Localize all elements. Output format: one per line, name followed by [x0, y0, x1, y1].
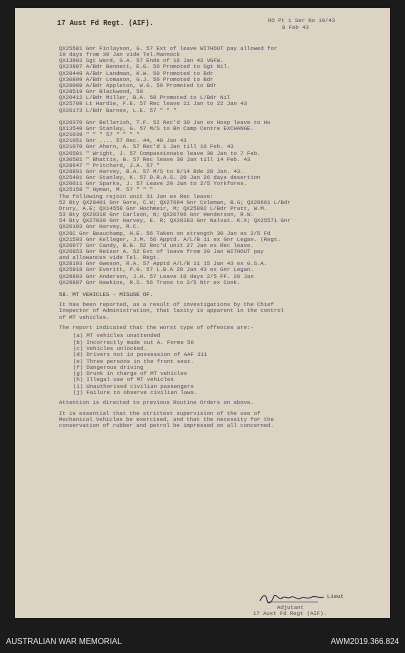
signature-title: Adjutant [277, 604, 304, 611]
unit-header: 17 Aust Fd Regt. (AIF). [57, 20, 154, 28]
entry-line: QX21070 Gnr Ahern, A. 57 Rec'd 1 Jan till 10 Feb. 43 [59, 143, 234, 151]
entry-line: and allowances vide Tel. Regt. [59, 254, 160, 262]
order-reference-line-1: RO Pt 1 Ser No 10/43 [268, 17, 336, 24]
entry-line: QX20011 Gnr Sparks, J. 57 Leave 20 Jan to 2/5 Yorkfores. [59, 180, 247, 188]
paragraph-line: Inspector of Administration, that laxity is apparent in the control [59, 307, 284, 315]
handwritten-signature [258, 592, 328, 604]
footer-institution: AUSTRALIAN WAR MEMORIAL [6, 637, 122, 646]
offence-item: (h) Illegal use of MT vehicles [73, 376, 174, 384]
section-heading: 58. MT VEHICLES - MISUSE OF. [59, 290, 153, 298]
offence-item: (a) MT vehicles unattended [73, 332, 161, 340]
entry-line: QX30809 A/Bdr Lomason, G.J. 50 Promoted to Bdr [59, 75, 214, 83]
paragraph-line: conservation of rubber and petrol be impressed on all concerned. [59, 422, 274, 430]
entry-line: QX28891 Gnr Harvey, B.A. 57 M/S to 8/14 Bde 20 Jan. 43. [59, 168, 244, 175]
offence-item: (e) Three persons in the front seat. [73, 357, 194, 365]
entry-line: QX13983 Sgt Ward, G.A. 57 Ends of 16 Jan 43 VGFW. [59, 57, 224, 65]
entry-line: QX28893 Gnr Anderson, J.H. 57 Leave 10 days 2/5 FF. 20 Jan [59, 272, 254, 280]
entry-line: QX23907 A/Bdr Bennett, E.G. 50 Promoted to Sgt Nil. [59, 63, 231, 71]
entry-line: QX20853 Gnr Reiser A. 52 Ext of leave from 30 Jan WITHOUT pay [59, 247, 264, 255]
signature-rank: Lieut [327, 593, 344, 600]
order-reference [268, 18, 335, 31]
offence-item: (j) Failure to observe civilian laws. [73, 389, 198, 397]
order-reference-line-2: 8 Feb 43 [282, 23, 309, 31]
entry-line: QX20370 Gnr Bellerish, T.F. 52 Rec'd 30 Jan ex Hosp leave to Ho [59, 118, 271, 126]
offence-item: (b) Incorrectly made out A. Forms 56 [73, 338, 194, 346]
offence-item: (g) Drunk in charge of MT vehicles [73, 370, 188, 378]
footer-accession: AWM2019.366.824 [330, 637, 399, 646]
entry-line: QX28519 Gnr Blackwood, 50 [59, 88, 143, 96]
signature-unit: 17 Aust Fd Regt (AIF). [253, 610, 327, 617]
entry-line: QX28449 A/Bdr Landman, K.W. 50 Promoted to Bdr [59, 69, 214, 77]
entry-line: 52 Bty QX20401 Gnr Gore, C.W; QX27094 Gnr Coleman, B.G; QX28661 L/Bdr [59, 198, 291, 206]
entry-line: QX20008 A/Bdr Appleton, W.G. 50 Promoted to Bdr [59, 81, 217, 89]
entry-line: QX20103 Gnr Harvey, R.C. [59, 223, 140, 231]
entry-line: QX25401 Gnr Stanley, K. 57 D.R.A.S. 20 Jan 26 days desertion [59, 174, 261, 182]
offence-item: (d) Drivers not in possession of AAF 311 [73, 351, 208, 359]
entry-line: The following rejoin unit 31 Jan ex Rec leave: [59, 192, 214, 200]
entry-line: QX21593 Gnr Kelleger, J.M. 56 Apptd. A/L/B 11 ex Gnr Legan. (Regt. [59, 235, 281, 243]
document-page [15, 8, 390, 618]
paragraph-line: It has been reported, as a result of investigations by the Chief [59, 301, 274, 309]
paragraph-line: Attention is directed to previous Routine Orders on above. [59, 399, 254, 407]
entry-line: 10 days from 30 Jan vide Tel.Mannock [59, 51, 180, 59]
offence-item: (f) Dangerous driving [73, 363, 144, 371]
entry-line: QX30581 " Bhattis, B. 57 Rec leave 30 Jan till 14 Feb. 43 [59, 155, 251, 163]
paragraph-line: It is essential that the strictest supervision of the use of [59, 409, 261, 417]
entry-line: QX21051 Gnr .... 57 Rec. 44, 48 Jan 43 [59, 137, 187, 145]
entry-line: 53 Bty QX20318 Gnr Carlson, N; QX20796 Gnr Henderson, R.W. [59, 211, 254, 219]
entry-line: QX26581 " Wright, J. 57 Compassionate leave 30 Jan to 7 Feb. [59, 149, 261, 157]
entry-line: QX25708 Lt Hardie, F.E. 57 Rec leave 11 Jan to 22 Jan 43 [59, 100, 247, 108]
archive-footer [0, 624, 405, 653]
entry-line: QX20173 L/Bdr Barnes, L.E. 57 " " " [59, 106, 177, 114]
entry-line: 54 Bty QX27839 Gnr Harvey, E. R; QX20183 Gnr Nalvat. K.X; QX25571 Gnr [59, 217, 291, 225]
entry-line: Drury, A.E; QX14558 Gnr Hochmeir, M; QX25892 L/Bdr Pratt, W.M. [59, 204, 268, 212]
paragraph-line: The report indicated that the worst type of offences are:- [59, 324, 254, 332]
entry-line: QX20412 L/Bdr Miller, B.A. 50 Promoted to L/Bdr Nil [59, 94, 231, 102]
entry-line: QX13548 Gnr Stanley, G. 57 M/S to Bn Camp Centre EXCHANGE. [59, 124, 254, 132]
entry-line: QX28887 Gnr Hawkins, R.S. 56 Trans to 2/5 Ntr ex Cook. [59, 278, 241, 286]
paragraph-line: of MT vehicles. [59, 313, 110, 321]
entry-line: QX25158 " Hyman, M. 57 " " " [59, 186, 153, 194]
offence-item: (c) Vehicles unlocked. [73, 344, 147, 352]
entry-line: QX28647 " Pritchard, J.A. 57 " [59, 161, 160, 169]
entry-line: QX20977 Gnr Candy, B.B. 52 Rec'd unit 27 Jan ex Rec leave. [59, 241, 254, 249]
paragraph-line: Mechanical Vehicles be exercised, and that the necessity for the [59, 415, 274, 423]
entry-line: QX29C Gnr Beauchamp, H.E. 56 Taken on strength 30 Jan ex 2/5 Fd [59, 229, 271, 237]
offence-item: (i) Unauthorised civilian passengers [73, 382, 194, 390]
entry-line: QX25918 Gnr Everitt, P.G. 57 L.B.A 20 Jan 43 ex Gnr Legan. [59, 266, 254, 274]
entry-line: QX28193 Gnr Gweson, R.A. 57 Apptd A/L/B 11 15 Jan 43 ex G.S.A. [59, 260, 268, 268]
entry-line: QX21039 " " " 57 " " " " [59, 131, 140, 139]
entry-line: QX25581 Gnr Finlayson, G. 57 Ext of leave WITHOUT pay allowed for [59, 45, 278, 52]
